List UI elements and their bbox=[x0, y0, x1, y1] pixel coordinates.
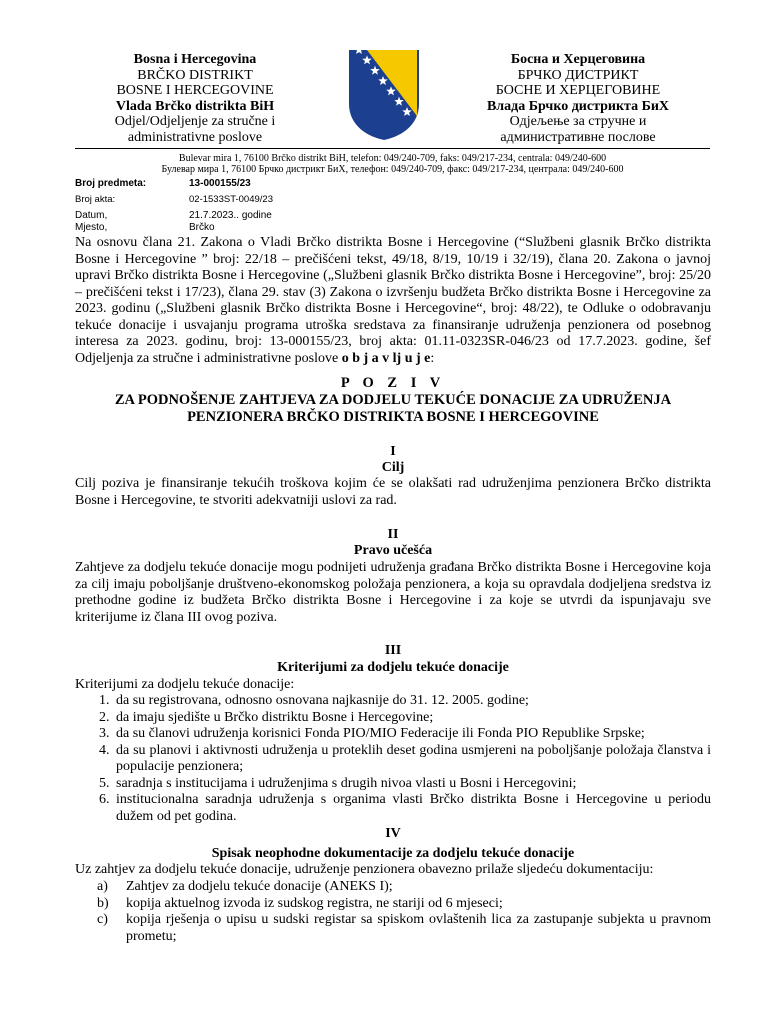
header-district2-cyrillic: БОСНЕ И ХЕРЦЕГОВИНЕ bbox=[495, 83, 661, 98]
list-item bbox=[75, 726, 711, 743]
section-1-text: Cilj poziva je finansiranje tekućih troškova kojim će se olakšati rad udruženjima penzionera Brčko distrikta Bosne i Hercegovine, te stvoriti adekvatniji uslovi za rad. bbox=[75, 476, 711, 508]
list-item bbox=[75, 879, 711, 896]
case-number-label: Broj predmeta: bbox=[75, 178, 147, 189]
list-item-text: da su registrovana, odnosno osnovana najkasnije do 31. 12. 2005. godine; bbox=[116, 693, 529, 708]
section-4-text: Uz zahtjev za dodjelu tekuće donacije, udruženje penzionera obavezno prilaže sljedeću dokumentaciju: bbox=[75, 862, 654, 877]
header-country-cyrillic: Босна и Херцеговина bbox=[510, 52, 646, 67]
header-district-cyrillic: БРЧКО ДИСТРИКТ bbox=[517, 67, 639, 83]
section-4-number: IV bbox=[385, 826, 401, 841]
documents-list bbox=[75, 879, 711, 945]
list-item bbox=[75, 792, 711, 825]
list-item-number: 2. bbox=[99, 709, 110, 725]
list-item-text: da su članovi udruženja korisnici Fonda PIO/MIO Federacije ili Fonda PIO Republike Srpske; bbox=[116, 726, 645, 741]
list-item-number: 4. bbox=[99, 742, 110, 758]
section-2-number: II bbox=[387, 527, 399, 542]
list-item-text: saradnja s institucijama i udruženjima s drugih nivoa vlasti u Bosni i Hercegovini; bbox=[116, 775, 577, 791]
list-item-letter: b) bbox=[97, 895, 109, 911]
section-3-number: III bbox=[384, 643, 402, 658]
list-item-letter: a) bbox=[97, 879, 108, 894]
header-department-latin: Odjel/Odjeljenje za stručne i bbox=[114, 114, 276, 129]
list-item-text: Zahtjev za dodjelu tekuće donacije (ANEKS I); bbox=[126, 879, 393, 894]
section-3-heading: Kriterijumi za dodjelu tekuće donacije bbox=[277, 660, 509, 675]
list-item bbox=[75, 776, 711, 793]
letterhead-cyrillic bbox=[458, 52, 698, 145]
list-item-number: 5. bbox=[99, 775, 110, 791]
section-1-heading: Cilj bbox=[381, 460, 405, 475]
intro-tail: : bbox=[430, 350, 435, 366]
place-value: Brčko bbox=[189, 222, 215, 233]
list-item bbox=[75, 912, 711, 945]
intro-text: Na osnovu člana 21. Zakona o Vladi Brčko distrikta Bosne i Hercegovine (“Službeni glasnik Brčko distrikta Bosne i Hercegovine ” broj: 22/18 – prečišćeni tekst, 49/18, 8/19, 10/19 i 32/19), člana 20. Zakona o javnoj upravi Brčko distrikta Bosne i Hercegovine („Službeni glasnik Brčko distrikta Bosne i Hercegovine”, broj: 25/20 – prečišćeni tekst i 17/23), člana 29. stav (3) Zakona o izvršenju budžeta Brčko distrikta Bosne i Hercegovine za 2023. godinu („Službeni glasnik Brčko distrikta Bosne i Hercegovine“, broj: 48/22), te Odluke o odobravanju tekuće donacije i usvajanju programa utroška sredstava za finansiranje udruženja penzionera od posebnog interesa za 2023. godinu, broj: 13-000155/23, broj akta: 01.11-0323SR-046/23 od 17.7.2023. godine, šef Odjeljenja za stručne i administrativne poslove bbox=[75, 235, 711, 366]
poziv-heading: P O Z I V bbox=[340, 375, 446, 391]
header-district2-latin: BOSNE I HERCEGOVINE bbox=[116, 83, 274, 98]
address-latin: Bulevar mira 1, 76100 Brčko distrikt BiH, telefon: 049/240-709, faks: 049/217-234, centrala: 049/240-600 bbox=[178, 153, 607, 164]
header-department-cyrillic: Одјељење за стручне и bbox=[509, 114, 647, 129]
list-item-text: da su planovi i aktivnosti udruženja u proteklih deset godina usmjereni na poboljšanje položaja članstva i populacije penzionera; bbox=[116, 742, 711, 774]
list-item bbox=[75, 743, 711, 776]
coat-of-arms-logo bbox=[345, 46, 423, 142]
header-divider bbox=[75, 148, 710, 149]
document-title-line1: ZA PODNOŠENJE ZAHTJEVA ZA DODJELU TEKUĆE DONACIJE ZA UDRUŽENJA bbox=[114, 392, 672, 408]
criteria-list bbox=[75, 693, 711, 825]
letterhead-latin bbox=[75, 52, 315, 145]
list-item-text: da imaju sjedište u Brčko distriktu Bosne i Hercegovine; bbox=[116, 709, 434, 725]
list-item-text: institucionalna saradnja udruženja s organima vlasti Brčko distrikta Bosne i Hercegovine u periodu dužem od pet godina. bbox=[116, 792, 711, 824]
list-item-number: 3. bbox=[99, 726, 110, 741]
date-value: 21.7.2023.. godine bbox=[189, 210, 272, 221]
list-item bbox=[75, 693, 711, 710]
list-item-number: 6. bbox=[99, 792, 110, 807]
list-item bbox=[75, 896, 711, 913]
intro-paragraph bbox=[75, 235, 711, 367]
header-country-latin: Bosna i Hercegovina bbox=[133, 52, 257, 67]
section-1-number: I bbox=[390, 444, 396, 459]
place-label: Mjesto, bbox=[75, 222, 108, 233]
list-item bbox=[75, 710, 711, 727]
act-number-label: Broj akta: bbox=[75, 194, 116, 205]
document-title-line2: PENZIONERA BRČKO DISTRIKTA BOSNE I HERCEGOVINE bbox=[187, 409, 599, 425]
list-item-text: kopija rješenja o upisu u sudski registar sa spiskom ovlaštenih lica za zastupanje subjekta u pravnom prometu; bbox=[126, 912, 711, 944]
header-department2-latin: administrativne poslove bbox=[127, 129, 263, 145]
section-2-heading: Pravo učešća bbox=[353, 543, 433, 558]
address-cyrillic: Булевар мира 1, 76100 Брчко дистрикт БиХ, телефон: 049/240-709, факс: 049/217-234, централа: 049/240-600 bbox=[161, 164, 624, 175]
list-item-text: kopija aktuelnog izvoda iz sudskog registra, ne stariji od 6 mjeseci; bbox=[126, 895, 503, 911]
case-number-value: 13-000155/23 bbox=[189, 178, 251, 189]
document-title bbox=[75, 392, 711, 426]
section-2-text: Zahtjeve za dodjelu tekuće donacije mogu podnijeti udruženja građana Brčko distrikta Bosne i Hercegovine koja za cilj imaju poboljšanje društveno-ekonomskog položaja penzionera, a koja su opravdala dodjeljena sredstva iz prethodne godine iz budžeta Brčko distrikta Bosne i Hercegovine i za koje se utvrdi da ispunjavaju sve kriterijume iz člana III ovog poziva. bbox=[75, 560, 711, 625]
header-government-latin: Vlada Brčko distrikta BiH bbox=[115, 98, 275, 114]
header-government-cyrillic: Влада Брчко дистрикта БиХ bbox=[486, 98, 670, 114]
date-label: Datum, bbox=[75, 210, 108, 221]
act-number-value: 02-1533ST-0049/23 bbox=[189, 194, 273, 205]
section-4-heading: Spisak neophodne dokumentacije za dodjelu tekuće donacije bbox=[211, 846, 575, 861]
section-3-text: Kriterijumi za dodjelu tekuće donacije: bbox=[75, 677, 295, 692]
list-item-letter: c) bbox=[97, 912, 108, 927]
header-district-latin: BRČKO DISTRIKT bbox=[137, 67, 253, 83]
list-item-number: 1. bbox=[99, 693, 110, 708]
intro-announces: o b j a v lj u j e bbox=[341, 350, 431, 366]
header-department2-cyrillic: административне послове bbox=[500, 129, 656, 145]
